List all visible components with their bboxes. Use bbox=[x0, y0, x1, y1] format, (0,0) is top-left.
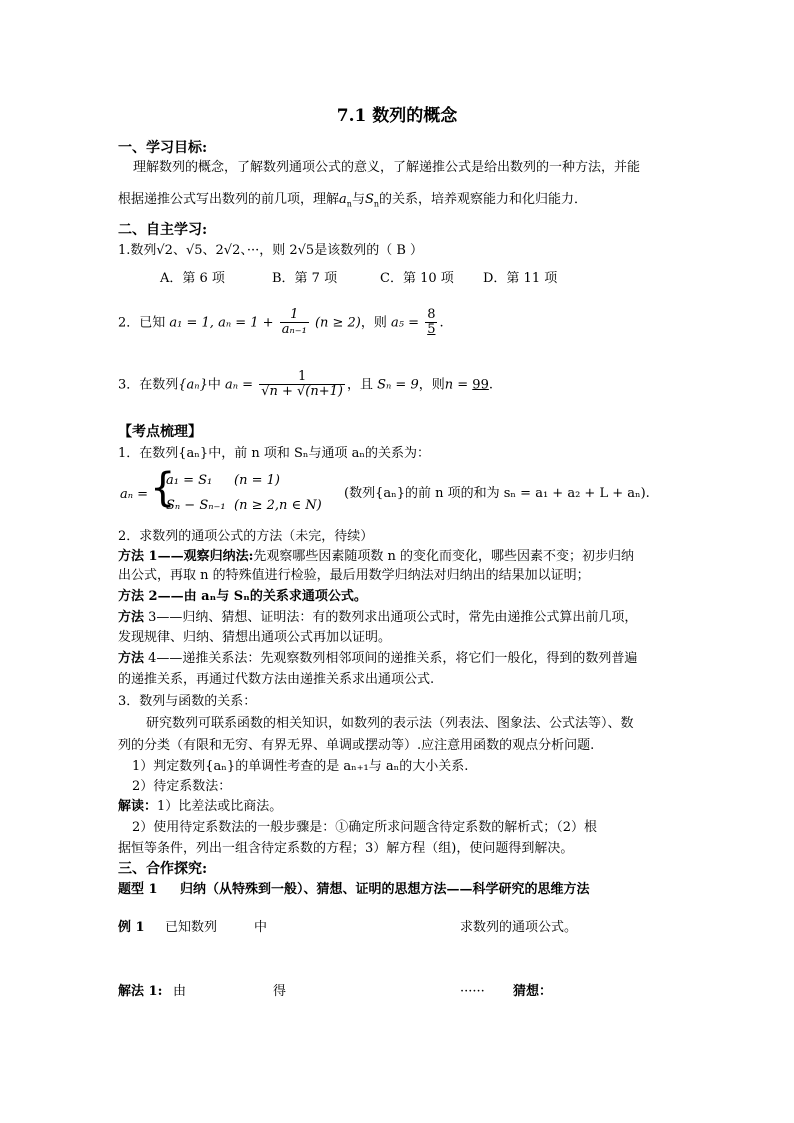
solution-1-a: 由 bbox=[173, 984, 187, 999]
type-1-text: 归纳（从特殊到一般）、猜想、证明的思想方法——科学研究的思维方法 bbox=[180, 882, 590, 897]
question-3 bbox=[118, 370, 493, 400]
method-3-label: 方法 bbox=[118, 610, 145, 625]
jiedu-text: 1）比差法或比商法。 bbox=[157, 799, 283, 814]
point-3-item-1: 1）判定数列{aₙ}的单调性考查的是 aₙ₊₁与 aₙ的大小关系. bbox=[132, 759, 469, 774]
q3-fraction bbox=[259, 370, 345, 400]
q3-then: ，则 bbox=[418, 377, 445, 393]
point-2 bbox=[118, 529, 373, 545]
q2-pre: 2．已知 bbox=[118, 315, 166, 331]
points-heading: 【考点梳理】 bbox=[118, 424, 202, 440]
point-3-item-3-line-2: 据恒等条件，列出一组含待定系数的方程；3）解方程（组)，使问题得到解决。 bbox=[118, 841, 574, 856]
point-3-line-1: 研究数列可联系函数的相关知识，如数列的表示法（列表法、图象法、公式法等）、数 bbox=[146, 716, 634, 731]
method-4 bbox=[118, 651, 637, 667]
method-1-label: 方法 1——观察归纳法: bbox=[118, 549, 254, 564]
goals-line-1: 理解数列的概念，了解数列通项公式的意义，了解递推公式是给出数列的一种方法，并能 bbox=[133, 160, 641, 175]
q2-fraction bbox=[280, 308, 309, 338]
q3-n: n = bbox=[444, 377, 469, 393]
point-2-text: 2．求数列的通项公式的方法（未完，待续） bbox=[118, 529, 374, 544]
q3-an: aₙ = bbox=[225, 377, 254, 393]
q2-a5: a₅ = bbox=[391, 315, 420, 331]
q2-condition: (n ≥ 2) bbox=[314, 315, 361, 331]
example-1-b: 中 bbox=[254, 920, 268, 935]
piece-2-cond: (n ≥ 2,n ∈ N) bbox=[234, 498, 322, 513]
solution-1-guess: 猜想： bbox=[513, 984, 553, 999]
jiedu-label: 解读： bbox=[118, 799, 158, 814]
q1-option-c: C．第 10 项 bbox=[380, 271, 454, 286]
q3-frac-den: √n + √(n+1) bbox=[261, 384, 343, 400]
goals-line-2: 根据递推公式写出数列的前几项，理解$a_n$与$S_n$的关系，培养观察能力和化归能力． bbox=[118, 192, 588, 209]
question-1: 1.数列√2、√5、2√2、···，则 2√5是该数列的（ B ） bbox=[118, 243, 424, 258]
example-1-c: 求数列的通项公式。 bbox=[460, 920, 578, 935]
q3-end: . bbox=[488, 377, 493, 393]
self-study-heading: 二、自主学习: bbox=[118, 222, 208, 238]
q1-option-a: A．第 6 项 bbox=[160, 271, 225, 286]
q1-option-d: D．第 11 项 bbox=[483, 271, 558, 286]
method-3 bbox=[118, 610, 637, 626]
method-4-line-2: 的递推关系，再通过代数方法由递推关系求出通项公式. bbox=[118, 672, 435, 687]
left-brace-icon: { bbox=[150, 465, 176, 511]
piecewise-an: aₙ = bbox=[120, 487, 149, 502]
q2-frac-num: 1 bbox=[280, 308, 309, 323]
goals-sn-symbol: S bbox=[364, 192, 374, 207]
q3-sn: Sₙ = 9 bbox=[377, 377, 419, 393]
q2-answer-den: 5 bbox=[427, 322, 436, 338]
method-1 bbox=[118, 549, 634, 565]
solution-1-label: 解法 1: bbox=[118, 984, 163, 999]
method-3-text: 3——归纳、猜想、证明法：有的数列求出通项公式时，常先由递推公式算出前几项， bbox=[148, 610, 638, 625]
q3-frac-num: 1 bbox=[259, 370, 345, 385]
q2-end: . bbox=[439, 315, 444, 331]
goals-heading: 一、学习目标: bbox=[118, 140, 208, 156]
jiedu bbox=[118, 799, 282, 815]
solution-1-ellipsis: ······ bbox=[460, 984, 485, 999]
method-2: 方法 2——由 aₙ与 Sₙ的关系求通项公式。 bbox=[118, 589, 367, 604]
q2-formula: a₁ = 1, aₙ = 1 + bbox=[169, 315, 274, 331]
q3-sequence: {aₙ} bbox=[178, 377, 208, 393]
goals-line-2-pre: 根据递推公式写出数列的前几项，理解 bbox=[118, 192, 340, 207]
point-3-line-2: 列的分类（有限和无穷、有界无界、单调或摆动等）.应注意用函数的观点分析问题. bbox=[118, 738, 595, 753]
question-2 bbox=[118, 308, 444, 338]
goals-line-2-post: 的关系，培养观察能力和化归能力． bbox=[379, 192, 588, 207]
q2-answer bbox=[425, 308, 437, 338]
point-3-item-3: 2）使用待定系数法的一般步骤是：①确定所求问题含待定系数的解析式；（2）根 bbox=[132, 820, 598, 835]
method-4-label: 方法 bbox=[118, 651, 145, 666]
example-1-a: 已知数列 bbox=[165, 920, 218, 935]
q1-option-b: B．第 7 项 bbox=[272, 271, 338, 286]
method-1-text: 先观察哪些因素随项数 n 的变化而变化，哪些因素不变；初步归纳 bbox=[253, 549, 635, 564]
q2-answer-num: 8 bbox=[427, 307, 436, 322]
example-1-label: 例 1 bbox=[118, 920, 145, 935]
q3-cond: ，且 bbox=[346, 377, 373, 393]
goals-line-2-mid: 与 bbox=[351, 192, 365, 207]
q2-then: ，则 bbox=[360, 315, 387, 331]
point-3-item-2: 2）待定系数法： bbox=[132, 779, 232, 794]
q3-mid: 中 bbox=[207, 377, 221, 393]
method-1-line-2: 出公式，再取 n 的特殊值进行检验，最后用数学归纳法对归纳出的结果加以证明； bbox=[118, 568, 590, 583]
point-1: 1．在数列{aₙ}中，前 n 项和 Sₙ与通项 aₙ的关系为： bbox=[118, 446, 430, 461]
coop-heading: 三、合作探究: bbox=[118, 861, 208, 877]
q2-frac-den: aₙ₋₁ bbox=[281, 322, 307, 338]
piece-1: a₁ = S₁ bbox=[166, 473, 213, 488]
point-3: 3．数列与函数的关系： bbox=[118, 694, 257, 709]
piece-2: Sₙ − Sₙ₋₁ bbox=[166, 498, 226, 513]
piece-1-cond: (n = 1) bbox=[234, 473, 280, 488]
sum-note: (数列{aₙ}的前 n 项的和为 sₙ = a₁ + a₂ + L + aₙ). bbox=[344, 486, 650, 501]
method-3-line-2: 发现规律、归纳、猜想出通项公式再加以证明。 bbox=[118, 630, 392, 645]
method-4-text: 4——递推关系法：先观察数列相邻项间的递推关系，将它们一般化，得到的数列普遍 bbox=[148, 651, 638, 666]
q3-pre: 3．在数列 bbox=[118, 377, 179, 393]
type-1-label: 题型 1 bbox=[118, 882, 158, 897]
solution-1-b: 得 bbox=[273, 984, 287, 999]
page-title: 7.1 数列的概念 bbox=[336, 106, 458, 126]
q3-answer: 99 bbox=[472, 377, 489, 393]
goals-an-symbol: a bbox=[339, 192, 347, 207]
